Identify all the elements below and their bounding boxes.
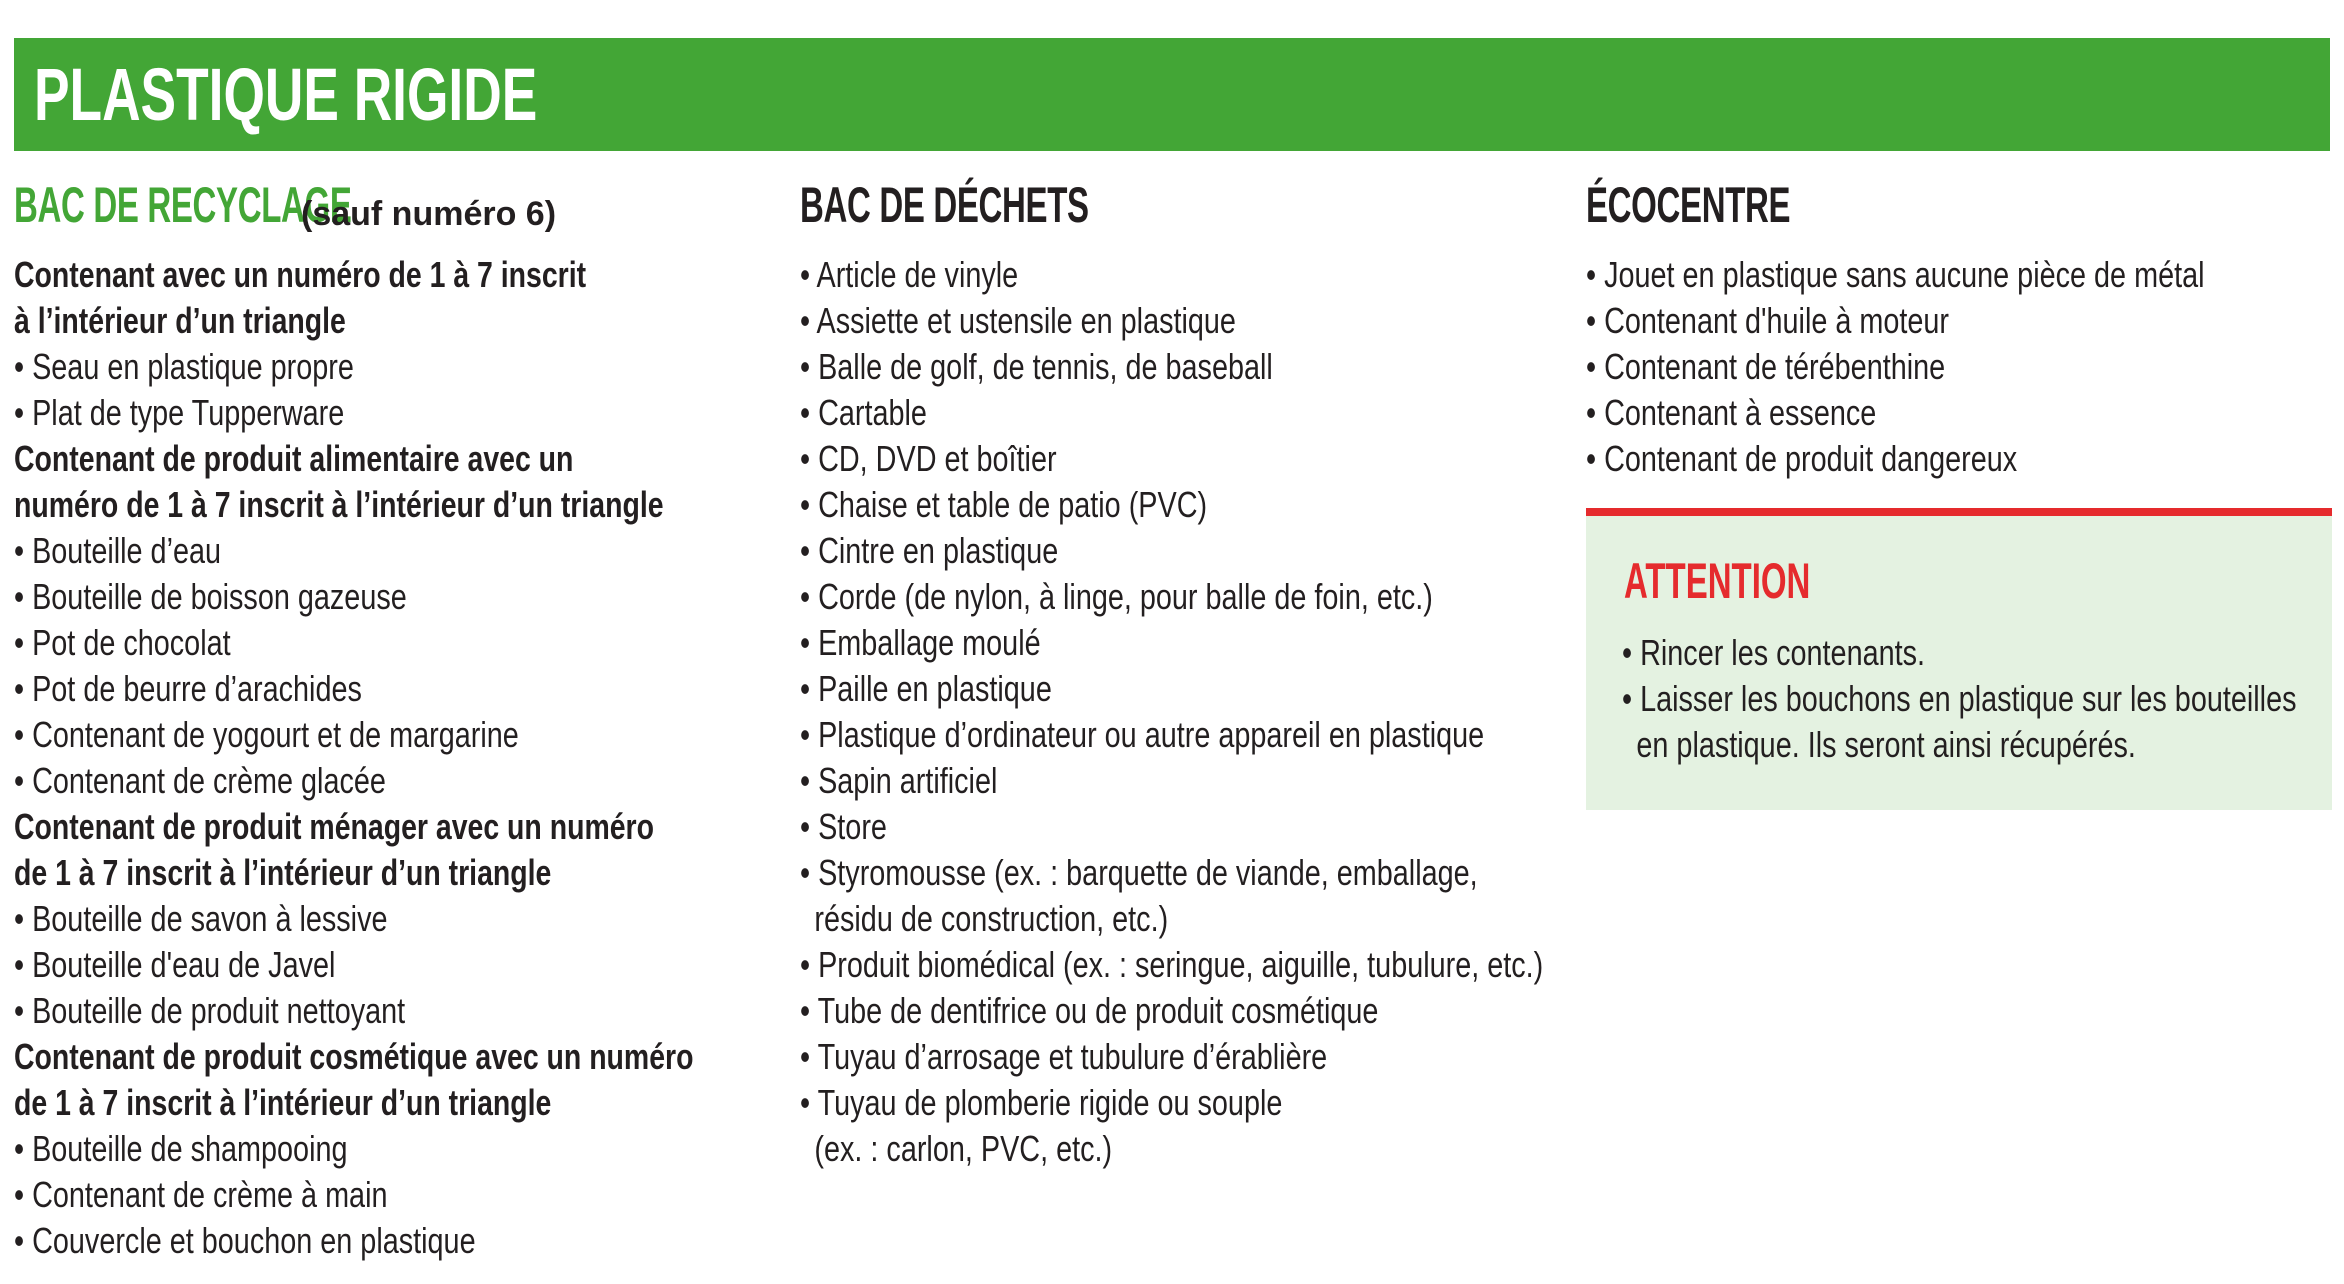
title-banner <box>14 38 2330 151</box>
list-item: • Couvercle et bouchon en plastique <box>14 1220 476 1261</box>
list-item: • Laisser les bouchons en plastique sur les bouteilles <box>1622 678 2297 719</box>
column-heading-ecocentre <box>1586 178 2332 252</box>
subheading-line: numéro de 1 à 7 inscrit à l’intérieur d’un triangle <box>14 484 664 525</box>
recycling-list <box>14 252 784 1264</box>
list-item: • Bouteille de produit nettoyant <box>14 990 406 1031</box>
column-heading-waste <box>800 178 1560 252</box>
attention-title: ATTENTION <box>1624 553 1811 609</box>
list-item: • Paille en plastique <box>800 668 1052 709</box>
list-item: (ex. : carlon, PVC, etc.) <box>814 1128 1113 1169</box>
subheading-line: Contenant de produit alimentaire avec un <box>14 438 574 479</box>
list-item: • Tuyau d’arrosage et tubulure d’érablière <box>800 1036 1328 1077</box>
attention-list <box>1622 630 2344 768</box>
list-item: • Balle de golf, de tennis, de baseball <box>800 346 1273 387</box>
list-item: • Chaise et table de patio (PVC) <box>800 484 1208 525</box>
column-recycling-bin <box>14 178 784 1264</box>
list-item: • Bouteille d'eau de Javel <box>14 944 336 985</box>
list-item: • Contenant de térébenthine <box>1586 346 1946 387</box>
list-item: • Pot de beurre d’arachides <box>14 668 362 709</box>
list-item: • Contenant à essence <box>1586 392 1877 433</box>
list-item: • Sapin artificiel <box>800 760 998 801</box>
subheading-line: à l’intérieur d’un triangle <box>14 300 346 341</box>
list-item: • Contenant de yogourt et de margarine <box>14 714 519 755</box>
list-item: • Pot de chocolat <box>14 622 231 663</box>
column-ecocentre <box>1586 178 2332 482</box>
list-item: • Contenant de crème à main <box>14 1174 388 1215</box>
subheading-line: de 1 à 7 inscrit à l’intérieur d’un triangle <box>14 1082 552 1123</box>
recycling-bin-note: (sauf numéro 6) <box>301 195 557 233</box>
subheading-line: de 1 à 7 inscrit à l’intérieur d’un triangle <box>14 852 552 893</box>
list-item: • Cartable <box>800 392 927 433</box>
list-item: • Article de vinyle <box>800 254 1019 295</box>
waste-bin-heading: BAC DE DÉCHETS <box>800 177 1089 233</box>
ecocentre-list <box>1586 252 2332 482</box>
column-heading-recycling <box>14 178 784 252</box>
list-item: • Jouet en plastique sans aucune pièce de métal <box>1586 254 2205 295</box>
list-item: • Bouteille de shampooing <box>14 1128 348 1169</box>
list-item: • Bouteille d’eau <box>14 530 222 571</box>
list-item: • Bouteille de savon à lessive <box>14 898 388 939</box>
list-item: • Contenant de produit dangereux <box>1586 438 2018 479</box>
list-item: • Store <box>800 806 887 847</box>
list-item: en plastique. Ils seront ainsi récupérés. <box>1636 724 2136 765</box>
list-item: • Produit biomédical (ex. : seringue, aiguille, tubulure, etc.) <box>800 944 1544 985</box>
subheading-line: Contenant avec un numéro de 1 à 7 inscrit <box>14 254 587 295</box>
waste-list <box>800 252 1560 1172</box>
list-item: • Tuyau de plomberie rigide ou souple <box>800 1082 1283 1123</box>
list-item: • Rincer les contenants. <box>1622 632 1926 673</box>
subheading-line: Contenant de produit cosmétique avec un numéro <box>14 1036 694 1077</box>
page-title: PLASTIQUE RIGIDE <box>34 53 538 136</box>
list-item: • Styromousse (ex. : barquette de viande, emballage, <box>800 852 1478 893</box>
column-waste-bin <box>800 178 1560 1172</box>
list-item: • Emballage moulé <box>800 622 1041 663</box>
list-item: • Seau en plastique propre <box>14 346 354 387</box>
list-item: résidu de construction, etc.) <box>814 898 1169 939</box>
ecocentre-heading: ÉCOCENTRE <box>1586 177 1791 233</box>
list-item: • Tube de dentifrice ou de produit cosmétique <box>800 990 1379 1031</box>
subheading-line: Contenant de produit ménager avec un numéro <box>14 806 654 847</box>
list-item: • Contenant de crème glacée <box>14 760 386 801</box>
attention-box <box>1586 508 2332 810</box>
list-item: • CD, DVD et boîtier <box>800 438 1057 479</box>
list-item: • Plastique d’ordinateur ou autre appareil en plastique <box>800 714 1485 755</box>
list-item: • Contenant d'huile à moteur <box>1586 300 1950 341</box>
recycling-bin-heading: BAC DE RECYCLAGE <box>14 177 352 233</box>
list-item: • Cintre en plastique <box>800 530 1059 571</box>
list-item: • Corde (de nylon, à linge, pour balle de foin, etc.) <box>800 576 1433 617</box>
list-item: • Plat de type Tupperware <box>14 392 345 433</box>
list-item: • Bouteille de boisson gazeuse <box>14 576 407 617</box>
list-item: • Assiette et ustensile en plastique <box>800 300 1236 341</box>
